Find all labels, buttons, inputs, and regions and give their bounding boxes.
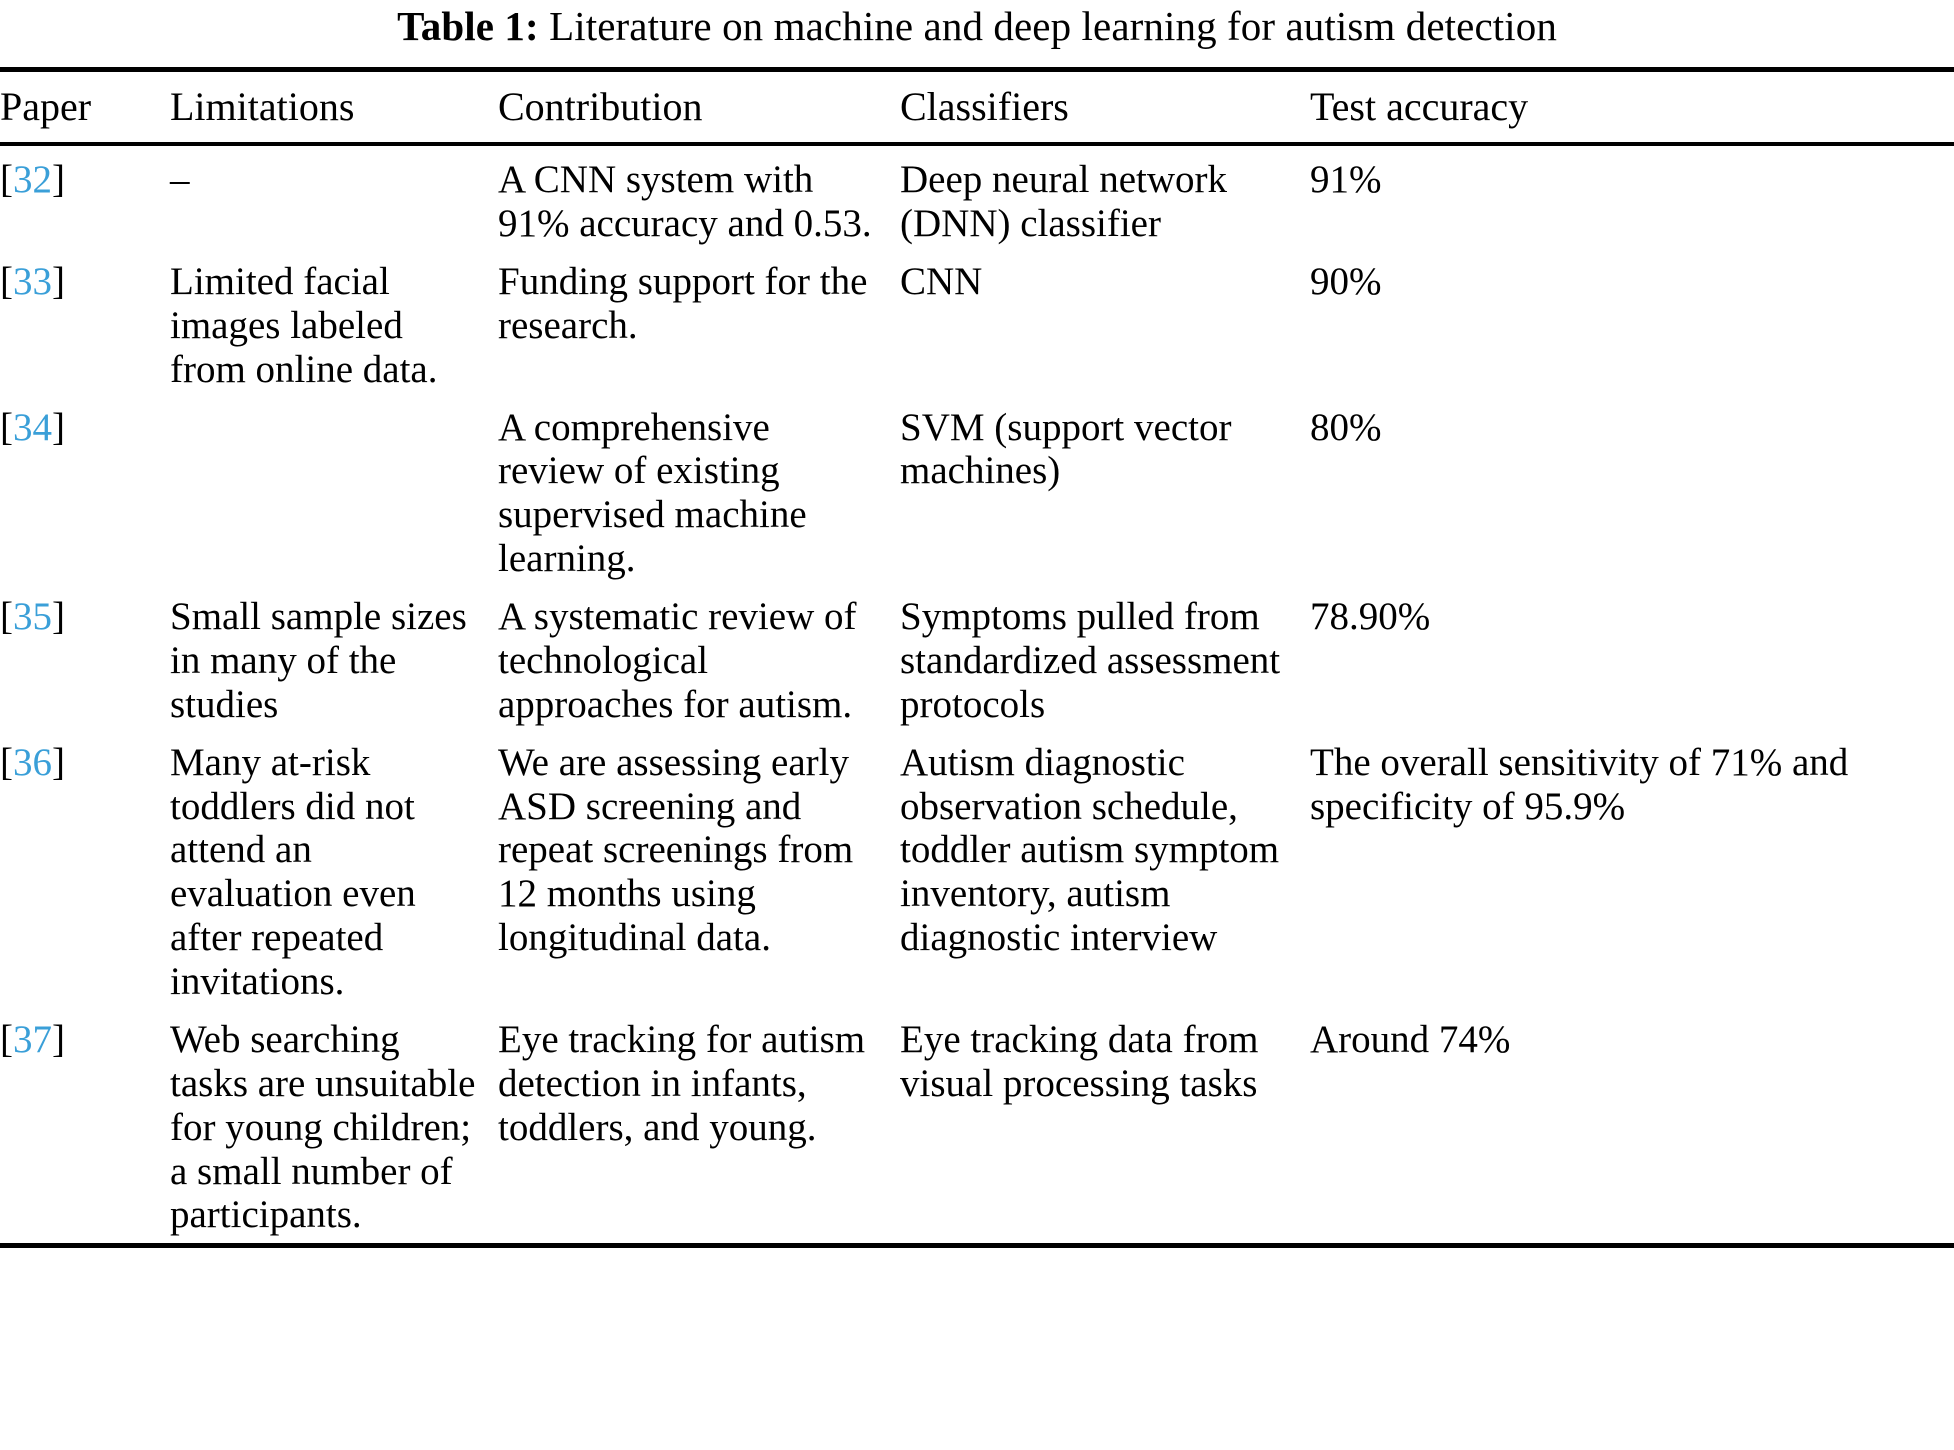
table-header bbox=[0, 72, 1954, 142]
column-header-classifiers: Classifiers bbox=[900, 84, 1069, 129]
cell-paper bbox=[0, 1010, 170, 1243]
citation-link[interactable]: 37 bbox=[13, 1017, 52, 1061]
column-header-contribution: Contribution bbox=[498, 84, 703, 129]
table-row bbox=[0, 252, 1954, 398]
table-row bbox=[0, 733, 1954, 1010]
bracket-open: [ bbox=[0, 259, 13, 303]
column-header-limitations: Limitations bbox=[170, 84, 355, 129]
bracket-close: ] bbox=[52, 405, 65, 449]
column-header-paper: Paper bbox=[0, 84, 92, 129]
cell-test-accuracy: 80% bbox=[1310, 405, 1382, 449]
table-row bbox=[0, 1010, 1954, 1243]
table-header-row bbox=[0, 72, 1954, 142]
cell-limitations: Small sample sizes in many of the studies bbox=[170, 595, 467, 726]
cell-classifiers: Autism diagnostic observation schedule, toddler autism symptom inventory, autism diagnostic interview bbox=[900, 740, 1280, 960]
cell-contribution: We are assessing early ASD screening and repeat screenings from 12 months using longitudinal data. bbox=[498, 740, 854, 960]
literature-table-body bbox=[0, 146, 1954, 1243]
cell-contribution: A comprehensive review of existing supervised machine learning. bbox=[498, 405, 807, 581]
bracket-close: ] bbox=[52, 595, 65, 639]
table-caption bbox=[0, 0, 1954, 47]
cell-test-accuracy: 91% bbox=[1310, 158, 1382, 202]
cell-limitations bbox=[170, 398, 498, 588]
cell-test-accuracy: 90% bbox=[1310, 259, 1382, 303]
cell-limitations: Many at-risk toddlers did not attend an evaluation even after repeated invitations. bbox=[170, 740, 416, 1004]
table-caption-label: Table 1: bbox=[397, 3, 539, 49]
citation-link[interactable]: 35 bbox=[13, 595, 52, 639]
cell-limitations: – bbox=[170, 158, 190, 202]
cell-paper bbox=[0, 252, 170, 398]
cell-contribution: Funding support for the research. bbox=[498, 259, 868, 347]
bracket-open: [ bbox=[0, 740, 13, 784]
bracket-open: [ bbox=[0, 595, 13, 639]
bracket-close: ] bbox=[52, 1017, 65, 1061]
citation-link[interactable]: 34 bbox=[13, 405, 52, 449]
cell-contribution: A CNN system with 91% accuracy and 0.53. bbox=[498, 158, 872, 246]
cell-contribution: Eye tracking for autism detection in infants, toddlers, and young. bbox=[498, 1017, 866, 1149]
cell-contribution: A systematic review of technological approaches for autism. bbox=[498, 595, 857, 726]
table-caption-text: Literature on machine and deep learning for autism detection bbox=[549, 3, 1557, 49]
citation-link[interactable]: 33 bbox=[13, 259, 52, 303]
bracket-close: ] bbox=[52, 158, 65, 202]
cell-paper bbox=[0, 146, 170, 252]
bracket-open: [ bbox=[0, 1017, 13, 1061]
cell-classifiers: Eye tracking data from visual processing tasks bbox=[900, 1017, 1259, 1105]
literature-table bbox=[0, 72, 1954, 142]
table-row bbox=[0, 587, 1954, 733]
column-header-test-accuracy: Test accuracy bbox=[1310, 84, 1529, 129]
cell-limitations: Limited facial images labeled from online data. bbox=[170, 259, 438, 391]
cell-classifiers: SVM (support vector machines) bbox=[900, 405, 1232, 493]
table-bottom-rule bbox=[0, 1243, 1954, 1248]
table-row bbox=[0, 146, 1954, 252]
cell-paper bbox=[0, 733, 170, 1010]
bracket-close: ] bbox=[52, 740, 65, 784]
bracket-open: [ bbox=[0, 405, 13, 449]
citation-link[interactable]: 36 bbox=[13, 740, 52, 784]
cell-test-accuracy: Around 74% bbox=[1310, 1017, 1511, 1061]
table-body bbox=[0, 146, 1954, 1243]
cell-classifiers: Deep neural network (DNN) classifier bbox=[900, 158, 1228, 246]
cell-paper bbox=[0, 587, 170, 733]
bracket-open: [ bbox=[0, 158, 13, 202]
cell-paper bbox=[0, 398, 170, 588]
cell-limitations: Web searching tasks are unsuitable for young children; a small number of participants. bbox=[170, 1017, 476, 1237]
bracket-close: ] bbox=[52, 259, 65, 303]
citation-link[interactable]: 32 bbox=[13, 158, 52, 202]
cell-classifiers: CNN bbox=[900, 259, 983, 303]
cell-test-accuracy: The overall sensitivity of 71% and specificity of 95.9% bbox=[1310, 740, 1849, 828]
cell-classifiers: Symptoms pulled from standardized assessment protocols bbox=[900, 595, 1281, 726]
table-row bbox=[0, 398, 1954, 588]
cell-test-accuracy: 78.90% bbox=[1310, 595, 1431, 639]
